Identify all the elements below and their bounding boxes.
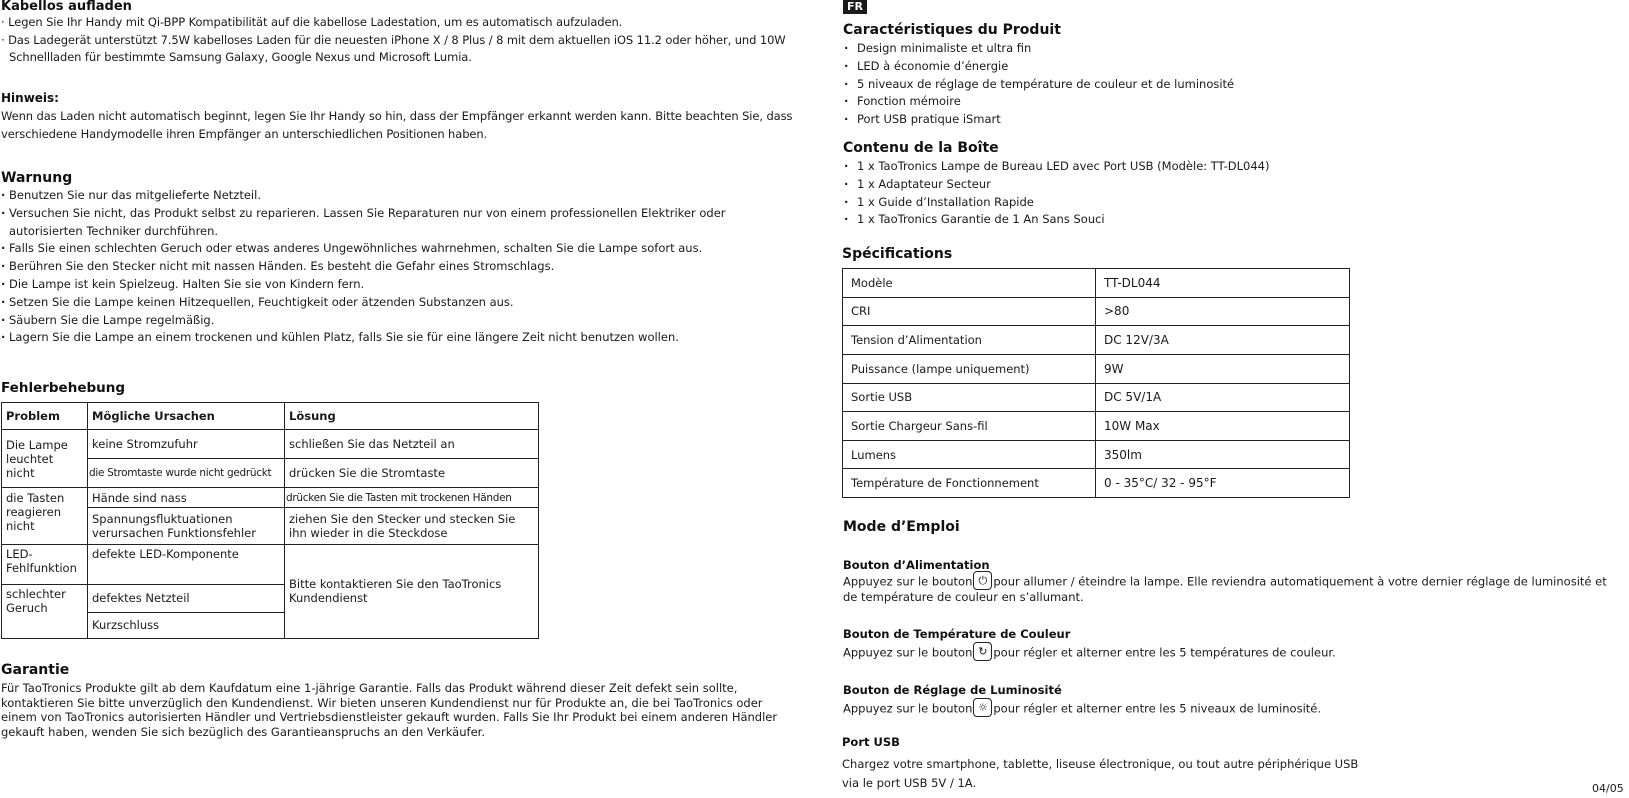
hint-text — [1, 108, 801, 143]
warning-item: · Versuchen Sie nicht, das Produkt selbst zu reparieren. Lassen Sie Reparaturen nur von einem professionellen Elektriker oder autorisierten Techniker durchführen. — [1, 205, 789, 241]
warranty-line-3: einem von TaoTronics autorisierten Händler und Vertriebsdienstleister gekauft wurden. Falls Sie Ihr Produkt bei einem anderen Händler — [1, 710, 778, 724]
power-post: pour allumer / éteindre la lampe. Elle reviendra automatiquement à votre dernier réglage de luminosité et — [993, 574, 1607, 589]
spec-value: DC 5V/1A — [1096, 383, 1350, 412]
spec-key: Sortie Chargeur Sans-fil — [843, 412, 1096, 441]
solution-cell: schließen Sie das Netzteil an — [285, 430, 539, 458]
list-item: · Design minimaliste et ultra fin — [843, 40, 1623, 58]
warranty-text — [1, 681, 801, 739]
temp-post: pour régler et alterner entre les 5 températures de couleur. — [993, 645, 1336, 660]
table-row — [2, 544, 539, 585]
spec-value: 9W — [1096, 354, 1350, 383]
table-row — [843, 469, 1350, 498]
hint-title: Hinweis: — [1, 91, 59, 105]
header-causes: Mögliche Ursachen — [88, 403, 285, 430]
solution-cell: ziehen Sie den Stecker und stecken Sie ihn wieder in die Steckdose — [285, 508, 539, 544]
warranty-line-2: kontaktieren Sie bitte unverzüglich den Kundendienst. Wir bieten unseren Kundendienst nur für Produkte an, die bei TaoTronics oder — [1, 695, 763, 710]
list-item: · 5 niveaux de réglage de température de couleur et de luminosité — [843, 76, 1623, 94]
color-temp-title: Bouton de Température de Couleur — [843, 627, 1071, 641]
warranty-title: Garantie — [1, 662, 70, 678]
usb-port-title: Port USB — [842, 735, 900, 749]
cause-cell: Kurzschluss — [88, 612, 285, 638]
power-pre: Appuyez sur le bouton — [843, 574, 973, 589]
warning-item: · Setzen Sie die Lampe keinen Hitzequellen, Feuchtigkeit oder ätzenden Substanzen aus. — [1, 294, 791, 312]
problem-cell: die Tasten reagieren nicht — [2, 488, 88, 545]
wireless-charging-title: Kabellos aufladen — [1, 0, 132, 14]
warning-item: · Falls Sie einen schlechten Geruch oder etwas anderes Ungewöhnliches wahrnehmen, schalten Sie die Lampe sofort aus. — [1, 240, 791, 258]
spec-key: Puissance (lampe uniquement) — [843, 354, 1096, 383]
spec-key: Température de Fonctionnement — [843, 469, 1096, 498]
table-row — [2, 403, 539, 430]
power-icon: ⏻ — [973, 571, 992, 590]
power-button-text — [843, 574, 1623, 604]
power-line-2: de température de couleur en s’allumant. — [843, 590, 1084, 604]
page-number: 04/05 — [1592, 782, 1624, 795]
solution-cell: drücken Sie die Stromtaste — [285, 458, 539, 487]
usb-line-2: via le port USB 5V / 1A. — [842, 776, 977, 790]
troubleshooting-title: Fehlerbehebung — [1, 380, 126, 396]
spec-key: Sortie USB — [843, 383, 1096, 412]
spec-value: 350lm — [1096, 440, 1350, 469]
box-contents-title: Contenu de la Boîte — [843, 140, 999, 156]
wireless-line-1: · Legen Sie Ihr Handy mit Qi-BPP Kompatibilität auf die kabellose Ladestation, um es automatisch aufzuladen. — [1, 15, 623, 29]
table-row — [843, 412, 1350, 441]
specifications-table — [842, 268, 1350, 498]
spec-key: CRI — [843, 297, 1096, 326]
table-row — [2, 430, 539, 458]
temp-pre: Appuyez sur le bouton — [843, 645, 973, 660]
features-title: Caractéristiques du Produit — [843, 22, 1061, 38]
table-row — [2, 488, 539, 508]
cause-cell: die Stromtaste wurde nicht gedrückt — [88, 458, 285, 487]
table-row — [843, 440, 1350, 469]
brightness-text — [843, 701, 1623, 717]
warranty-line-4: gekauft haben, wenden Sie sich bezüglich des Garantieanspruchs an den Verkäufer. — [1, 724, 485, 739]
cause-cell: Hände sind nass — [88, 488, 285, 508]
solution-cell: drücken Sie die Tasten mit trockenen Händen — [285, 488, 539, 508]
warning-item: · Säubern Sie die Lampe regelmäßig. — [1, 312, 791, 330]
language-badge-fr: FR — [843, 0, 867, 14]
table-row — [843, 326, 1350, 355]
problem-cell: Die Lampe leuchtet nicht — [2, 430, 88, 488]
table-row — [843, 383, 1350, 412]
list-item: · LED à économie d’énergie — [843, 58, 1623, 76]
spec-value: 0 - 35°C/ 32 - 95°F — [1096, 469, 1350, 498]
warning-item: · Berühren Sie den Stecker nicht mit nassen Händen. Es besteht die Gefahr eines Stromschlags. — [1, 258, 791, 276]
header-problem: Problem — [2, 403, 88, 430]
box-contents-list — [843, 158, 1623, 229]
warning-item: · Lagern Sie die Lampe an einem trockenen und kühlen Platz, falls Sie sie für eine längere Zeit nicht benutzen wollen. — [1, 329, 791, 347]
warning-item: · Benutzen Sie nur das mitgelieferte Netzteil. — [1, 187, 791, 205]
cause-cell: Spannungsfluktuationen verursachen Funktionsfehler — [88, 508, 285, 544]
usb-port-text — [842, 755, 1622, 793]
usage-title: Mode d’Emploi — [843, 519, 960, 535]
color-temp-text — [843, 645, 1623, 661]
brightness-icon: ☼ — [973, 698, 992, 717]
list-item: · 1 x TaoTronics Lampe de Bureau LED avec Port USB (Modèle: TT-DL044) — [843, 158, 1623, 176]
spec-value: 10W Max — [1096, 412, 1350, 441]
brightness-title: Bouton de Réglage de Luminosité — [843, 683, 1062, 697]
troubleshooting-table — [1, 402, 539, 639]
list-item: · 1 x Guide d’Installation Rapide — [843, 194, 1623, 212]
hint-line-1: Wenn das Laden nicht automatisch beginnt, legen Sie Ihr Handy so hin, dass der Empfänger erkannt werden kann. Bitte beachten Sie, dass — [1, 109, 793, 123]
warning-list — [1, 187, 791, 347]
usb-line-1: Chargez votre smartphone, tablette, liseuse électronique, ou tout autre périphérique USB — [842, 757, 1359, 771]
warning-item: · Die Lampe ist kein Spielzeug. Halten Sie sie von Kindern fern. — [1, 276, 791, 294]
cause-cell: keine Stromzufuhr — [88, 430, 285, 458]
list-item: · 1 x Adaptateur Secteur — [843, 176, 1623, 194]
wireless-charging-text — [1, 14, 801, 67]
spec-key: Lumens — [843, 440, 1096, 469]
spec-key: Modèle — [843, 269, 1096, 298]
table-row — [843, 269, 1350, 298]
hint-line-2: verschiedene Handymodelle ihren Empfänger an unterschiedlichen Positionen haben. — [1, 126, 488, 141]
features-list — [843, 40, 1623, 129]
table-row — [843, 354, 1350, 383]
power-button-title: Bouton d’Alimentation — [843, 558, 990, 572]
list-item: · Fonction mémoire — [843, 93, 1623, 111]
wireless-line-3: Schnellladen für bestimmte Samsung Galaxy, Google Nexus und Microsoft Lumia. — [9, 50, 472, 64]
color-temperature-icon: ↻ — [973, 642, 992, 661]
cause-cell: defektes Netzteil — [88, 585, 285, 612]
solution-cell: Bitte kontaktieren Sie den TaoTronics Kundendienst — [285, 544, 539, 638]
problem-cell: LED-Fehlfunktion — [2, 544, 88, 585]
problem-cell: schlechter Geruch — [2, 585, 88, 639]
spec-key: Tension d’Alimentation — [843, 326, 1096, 355]
bright-pre: Appuyez sur le bouton — [843, 701, 973, 716]
wireless-line-2: · Das Ladegerät unterstützt 7.5W kabelloses Laden für die neuesten iPhone X / 8 Plus / 8 mit dem aktuellen iOS 11.2 oder höher, und 10W — [1, 32, 786, 47]
list-item: · 1 x TaoTronics Garantie de 1 An Sans Souci — [843, 211, 1623, 229]
header-solution: Lösung — [285, 403, 539, 430]
table-row — [843, 297, 1350, 326]
spec-value: TT-DL044 — [1096, 269, 1350, 298]
warranty-line-1: Für TaoTronics Produkte gilt ab dem Kaufdatum eine 1-jährige Garantie. Falls das Produkt während dieser Zeit defekt sein sollte, — [1, 681, 738, 695]
spec-value: >80 — [1096, 297, 1350, 326]
list-item: · Port USB pratique iSmart — [843, 111, 1623, 129]
cause-cell: defekte LED-Komponente — [88, 544, 285, 585]
bright-post: pour régler et alterner entre les 5 niveaux de luminosité. — [993, 701, 1322, 716]
spec-value: DC 12V/3A — [1096, 326, 1350, 355]
specifications-title: Spécifications — [842, 246, 953, 262]
warning-title: Warnung — [1, 170, 73, 186]
